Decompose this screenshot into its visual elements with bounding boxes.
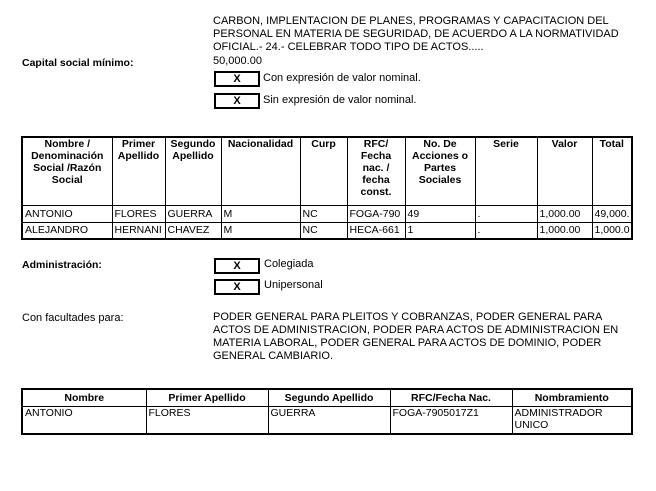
cell: HERNANI (112, 222, 165, 239)
cell: 1,000.0 (592, 222, 632, 239)
cell: FOGA-790 (347, 205, 405, 222)
capital-label: Capital social mínimo: (22, 57, 134, 69)
cell: ANTONIO (22, 205, 112, 222)
cell: CHAVEZ (165, 222, 221, 239)
sole-admin-checkbox[interactable]: X (214, 279, 260, 295)
cell: M (221, 205, 300, 222)
cell: ADMINISTRADOR UNICO (512, 406, 632, 434)
header-primer-apellido: Primer Apellido (146, 389, 268, 406)
header-primer-apellido: Primer Apellido (112, 137, 165, 205)
cell: FOGA-7905017Z1 (390, 406, 512, 434)
cell: FLORES (112, 205, 165, 222)
faculties-label: Con facultades para: (22, 312, 124, 324)
administration-label: Administración: (22, 259, 102, 271)
header-curp: Curp (300, 137, 347, 205)
nominal-value-checkbox[interactable]: X (214, 71, 260, 87)
header-nombre: Nombre (22, 389, 146, 406)
cell: ALEJANDRO (22, 222, 112, 239)
cell: 1,000.00 (537, 205, 592, 222)
cell: . (475, 205, 537, 222)
capital-value: 50,000.00 (213, 55, 262, 67)
header-rfc: RFC/ Fecha nac. / fecha const. (347, 137, 405, 205)
sole-admin-label: Unipersonal (264, 279, 323, 291)
collegiate-checkbox[interactable]: X (214, 258, 260, 274)
cell: HECA-661 (347, 222, 405, 239)
header-segundo-apellido: Segundo Apellido (268, 389, 390, 406)
header-acciones: No. De Acciones o Partes Sociales (405, 137, 475, 205)
table-row (22, 205, 632, 222)
shareholders-header-row (22, 137, 632, 205)
shareholders-table (21, 136, 633, 240)
header-total: Total (592, 137, 632, 205)
collegiate-label: Colegiada (264, 258, 314, 270)
cell: M (221, 222, 300, 239)
corporate-purpose-text: CARBON, IMPLENTACION DE PLANES, PROGRAMAS Y CAPACITACION DEL PERSONAL EN MATERIA DE SEGURIDAD, DE ACUERDO A LA NORMATIVIDAD OFICIAL.- 24.- CELEBRAR TODO TIPO DE ACTOS..... (213, 15, 619, 53)
header-nombramiento: Nombramiento (512, 389, 632, 406)
cell: ANTONIO (22, 406, 146, 434)
cell: GUERRA (165, 205, 221, 222)
cell: NC (300, 205, 347, 222)
header-valor: Valor (537, 137, 592, 205)
no-nominal-value-label: Sin expresión de valor nominal. (263, 94, 417, 106)
cell: . (475, 222, 537, 239)
cell: 49 (405, 205, 475, 222)
header-serie: Serie (475, 137, 537, 205)
table-row (22, 222, 632, 239)
cell: FLORES (146, 406, 268, 434)
cell: NC (300, 222, 347, 239)
cell: GUERRA (268, 406, 390, 434)
table-row (22, 406, 632, 434)
cell: 1 (405, 222, 475, 239)
header-nombre: Nombre / Denominación Social /Razón Social (22, 137, 112, 205)
cell: 49,000. (592, 205, 632, 222)
cell: 1,000.00 (537, 222, 592, 239)
no-nominal-value-checkbox[interactable]: X (214, 93, 260, 109)
administrators-header-row (22, 389, 632, 406)
header-segundo-apellido: Segundo Apellido (165, 137, 221, 205)
nominal-value-label: Con expresión de valor nominal. (263, 72, 421, 84)
administrators-table (21, 388, 633, 435)
header-rfc: RFC/Fecha Nac. (390, 389, 512, 406)
header-nacionalidad: Nacionalidad (221, 137, 300, 205)
faculties-text: PODER GENERAL PARA PLEITOS Y COBRANZAS, PODER GENERAL PARA ACTOS DE ADMINISTRACION, PODER PARA ACTOS DE ADMINISTRACION EN MATERIA LABORAL, PODER GENERAL PARA ACTOS DE DOMINIO, PODER GENERAL CAMBIARIO. (213, 311, 619, 362)
